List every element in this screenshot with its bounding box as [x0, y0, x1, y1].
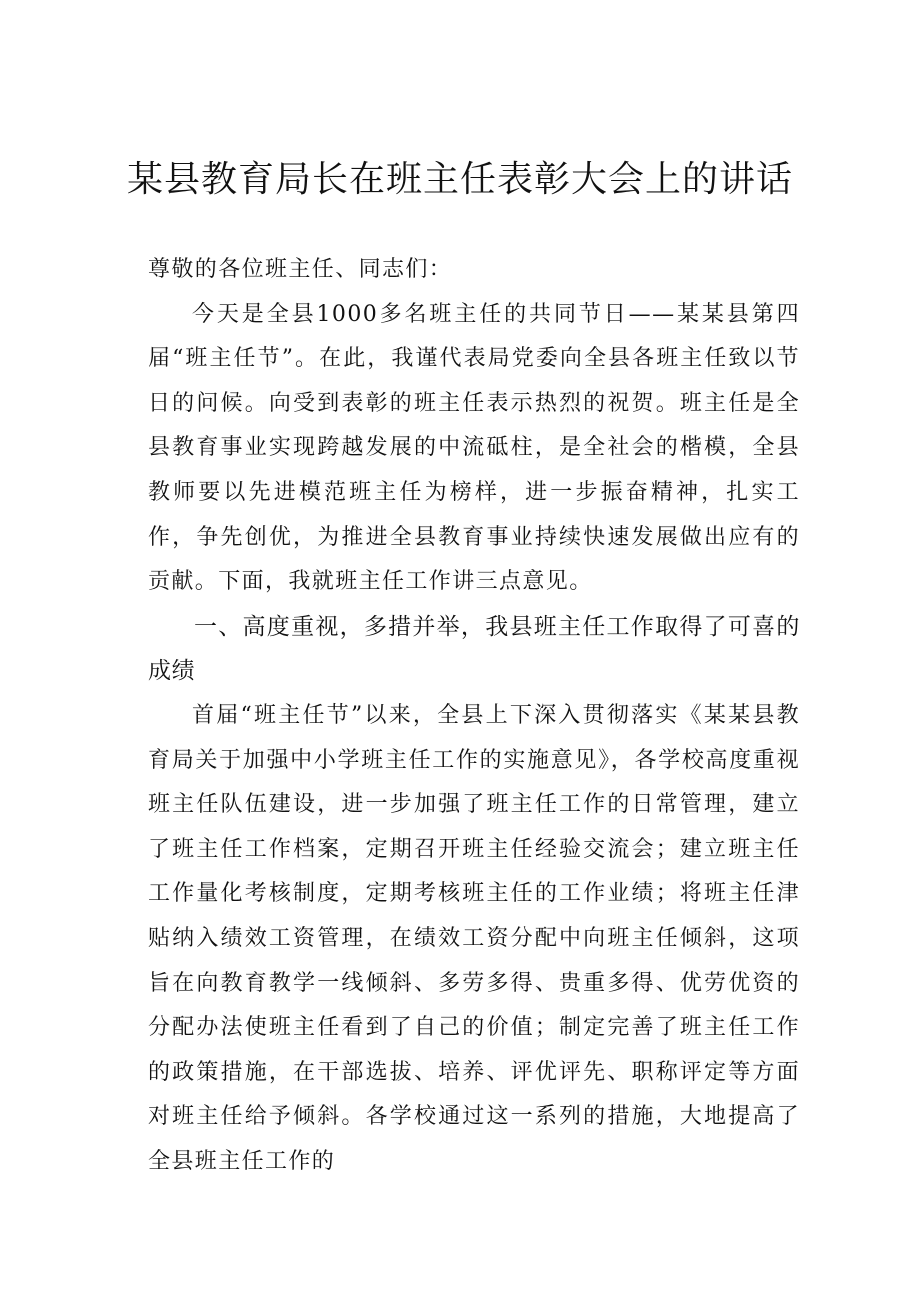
section-1-heading: 一、高度重视，多措并举，我县班主任工作取得了可喜的成绩 [148, 613, 800, 685]
document-body [148, 248, 800, 1184]
salutation: 尊敬的各位班主任、同志们： [148, 257, 453, 282]
document-title: 某县教育局长在班主任表彰大会上的讲话 [126, 159, 793, 200]
intro-paragraph: 今天是全县1000多名班主任的共同节日——某某县第四届“班主任节”。在此，我谨代表局党委向全县各班主任致以节日的问候。向受到表彰的班主任表示热烈的祝贺。班主任是全县教育事业实现跨越发展的中流砥柱，是全社会的楷模，全县教师要以先进模范班主任为榜样，进一步振奋精神，扎实工作，争先创优，为推进全县教育事业持续快速发展做出应有的贡献。下面，我就班主任工作讲三点意见。 [148, 301, 800, 595]
section-1-paragraph: 首届“班主任节”以来，全县上下深入贯彻落实《某某县教育局关于加强中小学班主任工作的实施意见》，各学校高度重视班主任队伍建设，进一步加强了班主任工作的日常管理，建立了班主任工作档案，定期召开班主任经验交流会；建立班主任工作量化考核制度，定期考核班主任的工作业绩；将班主任津贴纳入绩效工资管理，在绩效工资分配中向班主任倾斜，这项旨在向教育教学一线倾斜、多劳多得、贵重多得、优劳优资的分配办法使班主任看到了自己的价值；制定完善了班主任工作的政策措施，在干部选拔、培养、评优评先、职称评定等方面对班主任给予倾斜。各学校通过这一系列的措施，大地提高了全县班主任工作的 [148, 702, 800, 1174]
